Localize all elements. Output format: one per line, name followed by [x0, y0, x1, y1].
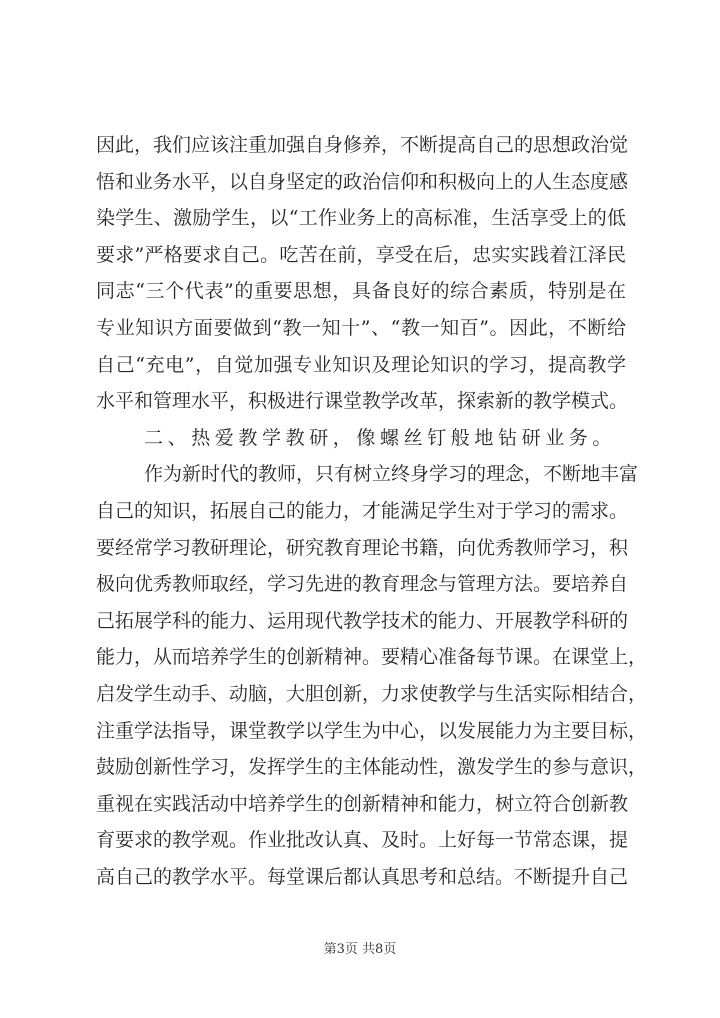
text-line: 重视在实践活动中培养学生的创新精神和能力，树立符合创新教: [96, 792, 629, 815]
section-heading: 二、热爱教学教研，像螺丝钉般地钻研业务。: [144, 426, 617, 449]
text-line: 水平和管理水平，积极进行课堂教学改革，探索新的教学模式。: [96, 390, 629, 413]
text-line: 悟和业务水平，以自身坚定的政治信仰和积极向上的人生态度感: [96, 170, 629, 193]
text-line: 鼓励创新性学习，发挥学生的主体能动性，激发学生的参与意识，: [96, 756, 648, 779]
text-line: 要经常学习教研理论，研究教育理论书籍，向优秀教师学习，积: [96, 536, 629, 559]
text-line: 自己的知识，拓展自己的能力，才能满足学生对于学习的需求。: [96, 499, 629, 522]
page-number-footer: 第3页 共8页: [323, 942, 397, 957]
text-line: 染学生、激励学生，以“工作业务上的高标准，生活享受上的低: [96, 207, 626, 230]
text-line: 同志“三个代表”的重要思想，具备良好的综合素质，特别是在: [96, 280, 626, 303]
text-line: 启发学生动手、动脑，大胆创新，力求使教学与生活实际相结合，: [96, 682, 648, 705]
text-line: 注重学法指导，课堂教学以学生为中心，以发展能力为主要目标，: [96, 719, 648, 742]
text-line: 己拓展学科的能力、运用现代教学技术的能力、开展教学科研的: [96, 609, 629, 632]
text-line: 育要求的教学观。作业批改认真、及时。上好每一节常态课，提: [96, 829, 629, 852]
text-line: 极向优秀教师取经，学习先进的教育理念与管理方法。要培养自: [96, 573, 629, 596]
text-line: 专业知识方面要做到“教一知十”、“教一知百”。因此，不断给: [96, 316, 626, 339]
text-line: 因此，我们应该注重加强自身修养，不断提高自己的思想政治觉: [96, 134, 629, 156]
text-line: 要求”严格要求自己。吃苦在前，享受在后，忠实实践着江泽民: [96, 243, 626, 266]
text-line: 自己“充电”，自觉加强专业知识及理论知识的学习，提高教学: [96, 353, 626, 376]
text-line: 高自己的教学水平。每堂课后都认真思考和总结。不断提升自己: [96, 865, 629, 888]
text-line: 作为新时代的教师，只有树立终身学习的理念，不断地丰富: [144, 463, 639, 486]
text-line: 能力，从而培养学生的创新精神。要精心准备每节课。在课堂上，: [96, 646, 648, 669]
body-text: [96, 131, 648, 899]
